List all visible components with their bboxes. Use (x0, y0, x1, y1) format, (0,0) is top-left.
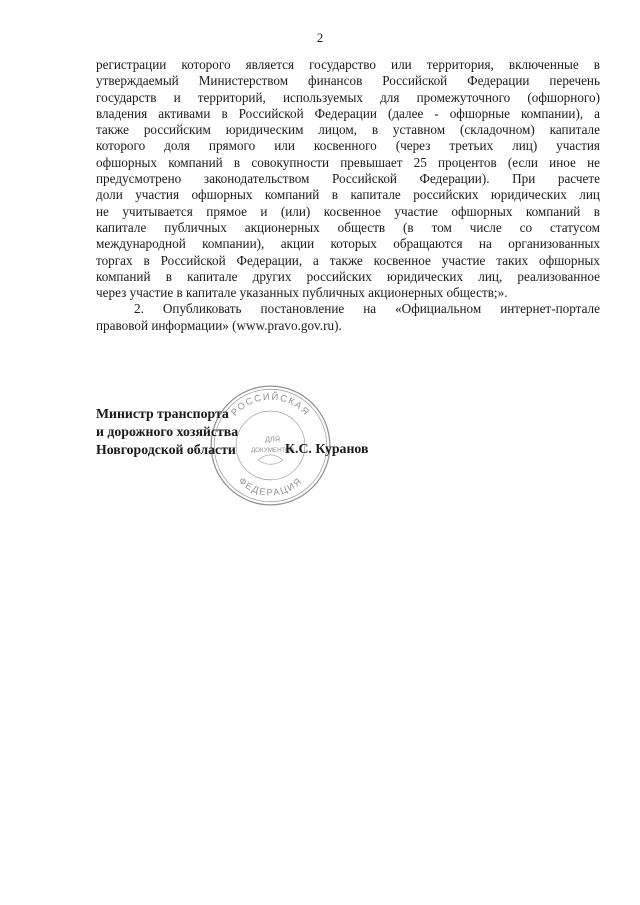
text-line: не учитывается прямое и (или) косвенное участие офшорных компаний в (96, 203, 600, 219)
seal-top-text: РОССИЙСКАЯ (229, 391, 312, 418)
text-line: офшорных компаний в совокупности превышает 25 процентов (если иное не (96, 154, 600, 170)
seal-bottom-text: ФЕДЕРАЦИЯ (236, 475, 305, 498)
text-line: торгах в Российской Федерации, а также косвенное участие таких офшорных (96, 252, 600, 268)
seal-inner-text: ДОКУМЕНТОВ (250, 446, 295, 454)
svg-text:ФЕДЕРАЦИЯ (237, 476, 304, 498)
text-line: утверждаемый Министерством финансов Российской Федерации перечень (96, 73, 600, 89)
text-line: доли участия офшорных компаний в капитале российских юридических лиц (96, 187, 600, 203)
text-line: регистрации которого является государство или территория, включенные в (96, 57, 600, 72)
text-line: компаний в капитале других российских юридических лиц, реализованное (96, 268, 600, 284)
text-line: через участие в капитале указанных публичных акционерных обществ;». (96, 285, 508, 301)
document-body (96, 57, 600, 334)
seal-inner-text: ДЛЯ (265, 434, 281, 444)
text-line: государств и территорий, используемых для промежуточного (офшорного) (96, 89, 600, 105)
signer-position: и дорожного хозяйства (96, 424, 239, 439)
text-line: предусмотрено законодательством Российской Федерации). При расчете (96, 171, 600, 187)
item-2-line: 2. Опубликовать постановление на «Официальном интернет-портале (134, 301, 600, 317)
signer-position: Новгородской области (96, 442, 236, 457)
signer-position: Министр транспорта (96, 406, 229, 421)
page-number: 2 (316, 30, 324, 45)
text-line: международной компании), акции которых обращаются на организованных (96, 236, 600, 252)
signer-name: К.С. Куранов (285, 441, 369, 456)
text-line: также российским юридическим лицом, в уставном (складочном) капитале (96, 122, 600, 138)
item-2-line: правовой информации» (www.pravo.gov.ru). (96, 317, 342, 333)
text-line: капитале публичных акционерных обществ (в том числе со статусом (96, 219, 600, 235)
text-line: которого доля прямого или косвенного (через третьих лиц) участия (96, 138, 600, 154)
text-line: владения активами в Российской Федерации (далее - офшорные компании), а (96, 105, 600, 121)
